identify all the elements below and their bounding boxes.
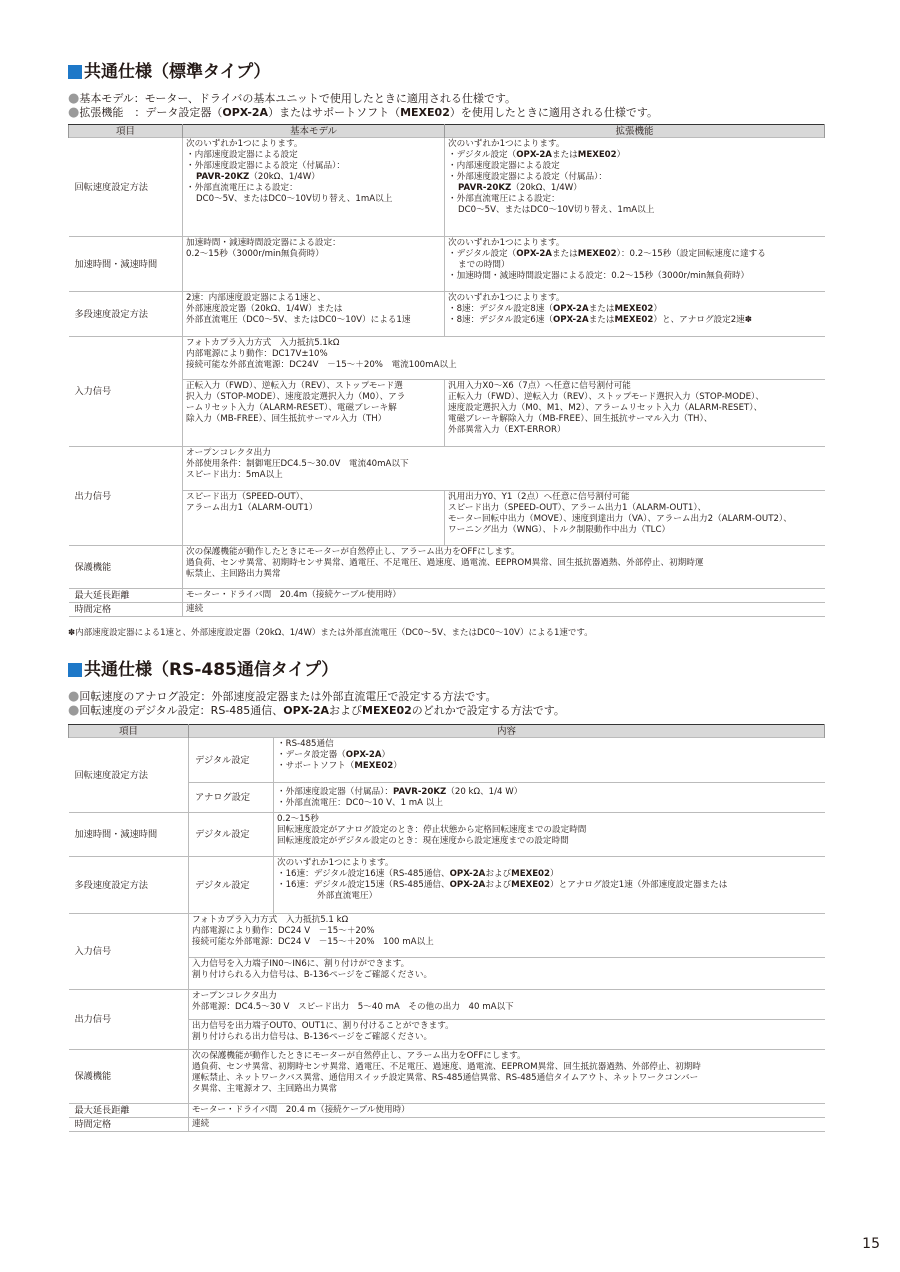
row-label: 出力信号: [69, 447, 183, 546]
cell-protect: 次の保護機能が動作したときにモーターが自然停止し、アラーム出力をOFFにします。 過負荷、センサ異常、初期時センサ異常、過電圧、不足電圧、過速度、過電流、EEPROM異常、回生抵抗器過熱、外部停止、初期時 運転禁止、ネットワークバス異常、通信用スイッチ設定異常、RS-485通信異常、RS-485通信タイムアウト、ネットワークコンバー タ異常、主電源オフ、主回路出力異常: [189, 1050, 825, 1104]
row-input-a: [69, 914, 825, 958]
cell-basic: 正転入力（FWD）、逆転入力（REV）、ストップモード選 択入力（STOP-MODE）、速度設定選択入力（M0）、アラ ームリセット入力（ALARM-RESET）、電磁ブレーキ解 除入力（MB-FREE）、回生抵抗サーマル入力（TH）: [183, 380, 445, 447]
row-label: 加速時間・減速時間: [69, 237, 183, 292]
square-icon: [68, 65, 82, 79]
row-accel: [69, 813, 825, 857]
section1-title: 共通仕様（標準タイプ）: [68, 60, 270, 84]
sub-label: デジタル設定: [189, 738, 274, 783]
row-distance: [69, 1104, 825, 1118]
section2: [68, 658, 338, 682]
spec-table-rs485: [68, 724, 825, 1132]
cell-output-b: 出力信号を出力端子OUT0、OUT1に、割り付けることができます。 割り付けられる出力信号は、B-136ページをご確認ください。: [189, 1020, 825, 1050]
cell-multi: 次のいずれか1つによります。 ・16速：デジタル設定16速（RS-485通信、OPX-2AおよびMEXE02） ・16速：デジタル設定15速（RS-485通信、OPX-2AおよびMEXE02）とアナログ設定1速（外部速度設定器または 外部直流電圧）: [274, 857, 825, 914]
cell-ext: 次のいずれか1つによります。 ・8速：デジタル設定8速（OPX-2AまたはMEXE02） ・8速：デジタル設定6速（OPX-2AまたはMEXE02）と、アナログ設定2速✽: [445, 292, 825, 337]
bullet-basic-model: ●基本モデル：モーター、ドライバの基本ユニットで使用したときに適用される仕様です。: [68, 91, 517, 106]
cell-ext: 次のいずれか1つによります。 ・デジタル設定（OPX-2AまたはMEXE02）：0.2～15秒（設定回転速度に達する までの時間） ・加速時間・減速時間設定器による設定：0.2～15秒（3000r/min無負荷時）: [445, 237, 825, 292]
row-label: 回転速度設定方法: [69, 138, 183, 237]
row-label: 回転速度設定方法: [69, 738, 189, 813]
cell-rating: 連続: [189, 1118, 825, 1132]
bullet-dot-icon: ●: [68, 689, 80, 704]
cell-analog: ・外部速度設定器（付属品）：PAVR-20KZ（20 kΩ、1/4 W） ・外部直流電圧：DC0～10 V、1 mA 以上: [274, 783, 825, 813]
row-distance: [69, 589, 825, 603]
bullet-dot-icon: ●: [68, 91, 80, 106]
bullet-dot-icon: ●: [68, 105, 80, 120]
row-input-detail: [69, 380, 825, 447]
cell-accel: 0.2～15秒 回転速度設定がアナログ設定のとき：停止状態から定格回転速度までの設定時間 回転速度設定がデジタル設定のとき：現在速度から設定速度までの設定時間: [274, 813, 825, 857]
row-output-detail: [69, 491, 825, 546]
section1: [68, 60, 270, 84]
row-input-common: [69, 337, 825, 380]
section1-bullets: [68, 92, 824, 120]
cell-input-a: フォトカプラ入力方式 入力抵抗5.1 kΩ 内部電源により動作：DC24 V －15～＋20% 接続可能な外部電源：DC24 V －15～＋20% 100 mA以上: [189, 914, 825, 958]
sub-label: デジタル設定: [189, 813, 274, 857]
row-rating: [69, 1118, 825, 1132]
header-basic: 基本モデル: [183, 125, 445, 138]
row-label: 保護機能: [69, 546, 183, 589]
row-label: 多段速度設定方法: [69, 857, 189, 914]
row-protect: [69, 546, 825, 589]
sub-label: アナログ設定: [189, 783, 274, 813]
cell-basic: 加速時間・減速時間設定器による設定： 0.2～15秒（3000r/min無負荷時）: [183, 237, 445, 292]
header-item: 項目: [69, 125, 183, 138]
bullet-digital: ●回転速度のデジタル設定：RS-485通信、OPX-2AおよびMEXE02のどれかで設定する方法です。: [68, 703, 565, 718]
row-speed-digital: [69, 738, 825, 783]
row-output-common: [69, 447, 825, 491]
row-multi-speed: [69, 857, 825, 914]
footnote: ✽内部速度設定器による1速と、外部速度設定器（20kΩ、1/4W）または外部直流電圧（DC0～5V、またはDC0～10V）による1速です。: [68, 628, 593, 638]
cell-digital: ・RS-485通信 ・データ設定器（OPX-2A） ・サポートソフト（MEXE02）: [274, 738, 825, 783]
square-icon: [68, 663, 82, 677]
row-label: 時間定格: [69, 1118, 189, 1132]
bullet-extended: ●拡張機能 ：データ設定器（OPX-2A）またはサポートソフト（MEXE02）を使用したときに適用される仕様です。: [68, 105, 658, 120]
cell-basic: スピード出力（SPEED-OUT）、 アラーム出力1（ALARM-OUT1）: [183, 491, 445, 546]
cell-ext: 次のいずれか1つによります。 ・デジタル設定（OPX-2AまたはMEXE02） ・内部速度設定器による設定 ・外部速度設定器による設定（付属品）： PAVR-20KZ（20kΩ、1/4W） ・外部直流電圧による設定： DC0～5V、またはDC0～10V切り替え、1mA以上: [445, 138, 825, 237]
cell-protect: 次の保護機能が動作したときにモーターが自然停止し、アラーム出力をOFFにします。 過負荷、センサ異常、初期時センサ異常、過電圧、不足電圧、過速度、過電流、EEPROM異常、回生抵抗器過熱、外部停止、初期時運 転禁止、主回路出力異常: [183, 546, 825, 589]
cell-basic: 2速：内部速度設定器による1速と、 外部速度設定器（20kΩ、1/4W）または 外部直流電圧（DC0～5V、またはDC0～10V）による1速: [183, 292, 445, 337]
row-accel: [69, 237, 825, 292]
row-label: 入力信号: [69, 914, 189, 990]
cell-input-b: 入力信号を入力端子IN0～IN6に、割り付けができます。 割り付けられる入力信号は、B-136ページをご確認ください。: [189, 958, 825, 990]
cell-output-common: オープンコレクタ出力 外部使用条件：制御電圧DC4.5～30.0V 電流40mA以下 スピード出力：5mA以上: [183, 447, 825, 491]
cell-rating: 連続: [183, 603, 825, 617]
row-label: 保護機能: [69, 1050, 189, 1104]
cell-ext: 汎用出力Y0、Y1（2点）へ任意に信号割付可能 スピード出力（SPEED-OUT）、アラーム出力1（ALARM-OUT1）、 モーター回転中出力（MOVE）、速度到達出力（VA）、アラーム出力2（ALARM-OUT2）、 ワーニング出力（WNG）、トルク制限動作中出力（TLC）: [445, 491, 825, 546]
row-label: 最大延長距離: [69, 1104, 189, 1118]
cell-basic: 次のいずれか1つによります。 ・内部速度設定器による設定 ・外部速度設定器による設定（付属品）： PAVR-20KZ（20kΩ、1/4W） ・外部直流電圧による設定： DC0～5V、またはDC0～10V切り替え、1mA以上: [183, 138, 445, 237]
cell-ext: 汎用入力X0～X6（7点）へ任意に信号割付可能 正転入力（FWD）、逆転入力（REV）、ストップモード選択入力（STOP-MODE）、 速度設定選択入力（M0、M1、M2）、アラームリセット入力（ALARM-RESET）、 電磁ブレーキ解除入力（MB-FREE）、回生抵抗サーマル入力（TH）、 外部異常入力（EXT-ERROR）: [445, 380, 825, 447]
page-number: 15: [862, 1236, 880, 1252]
cell-distance: モーター・ドライバ間 20.4m（接続ケーブル使用時）: [183, 589, 825, 603]
row-output-a: [69, 990, 825, 1020]
row-label: 出力信号: [69, 990, 189, 1050]
header-item: 項目: [69, 725, 189, 738]
bullet-dot-icon: ●: [68, 703, 80, 718]
row-protect: [69, 1050, 825, 1104]
row-label: 時間定格: [69, 603, 183, 617]
header-content: 内容: [189, 725, 825, 738]
row-rating: [69, 603, 825, 617]
row-label: 最大延長距離: [69, 589, 183, 603]
header-ext: 拡張機能: [445, 125, 825, 138]
row-label: 加速時間・減速時間: [69, 813, 189, 857]
bullet-analog: ●回転速度のアナログ設定：外部速度設定器または外部直流電圧で設定する方法です。: [68, 689, 497, 704]
row-label: 入力信号: [69, 337, 183, 447]
sub-label: デジタル設定: [189, 857, 274, 914]
section2-bullets: [68, 690, 824, 718]
section2-title: 共通仕様（RS-485通信タイプ）: [68, 658, 338, 682]
row-label: 多段速度設定方法: [69, 292, 183, 337]
row-speed-method: [69, 138, 825, 237]
cell-output-a: オープンコレクタ出力 外部電源：DC4.5～30 V スピード出力 5～40 mA その他の出力 40 mA以下: [189, 990, 825, 1020]
cell-distance: モーター・ドライバ間 20.4 m（接続ケーブル使用時）: [189, 1104, 825, 1118]
cell-input-common: フォトカプラ入力方式 入力抵抗5.1kΩ 内部電源により動作：DC17V±10% 接続可能な外部直流電源：DC24V －15～＋20% 電流100mA以上: [183, 337, 825, 380]
spec-table-standard: [68, 124, 825, 617]
row-multi-speed: [69, 292, 825, 337]
